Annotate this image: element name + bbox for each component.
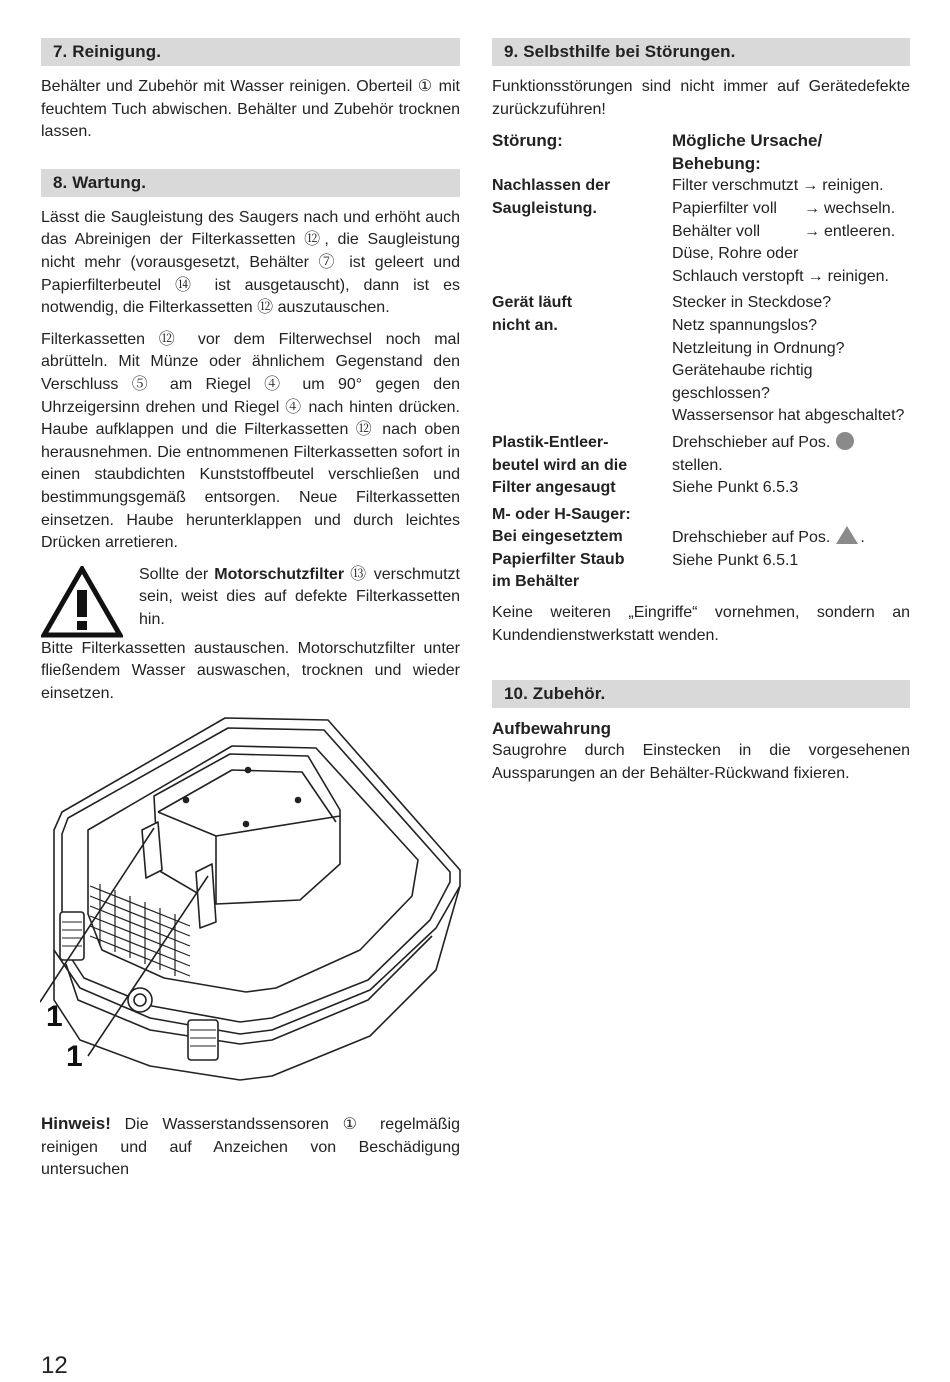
motorschutzfilter-term: Motorschutzfilter (214, 565, 345, 583)
section-10-text: Saugrohre durch Einstecken in die vorgesehenen Aussparungen an der Behälter-Rückwand fixieren. (492, 742, 910, 782)
table-row: M- oder H-Sauger: Bei eingesetztem Papierfilter Staub im Behälter Drehschieber auf Pos. . Siehe Punkt 6.5.1 (492, 500, 910, 594)
section-9-outro: Keine weiteren „Eingriffe“ vornehmen, sondern an Kundendienstwerkstatt wenden. (492, 604, 910, 644)
arrow-right-icon: → (804, 222, 820, 240)
arrow-right-icon: → (807, 267, 824, 285)
triangle-position-icon (836, 526, 858, 544)
row-label-saugleistung: Nachlassen der Saugleistung. (492, 177, 611, 217)
warning-text: Sollte der Motorschutzfilter ⑬ verschmutzt sein, weist dies auf defekte Filterkassetten hin. (139, 565, 460, 628)
table-row: Gerät läuft nicht an. Stecker in Steckdose? Netz spannungslos? Netzleitung in Ordnung? Gerätehaube richtig geschlossen? Wassersensor hat abgeschaltet? (492, 288, 910, 428)
section-7-text: Behälter und Zubehör mit Wasser reinigen. Oberteil ① mit feuchtem Tuch abwischen. Behälter und Zubehör trocknen lassen. (41, 78, 460, 141)
figure-label-1-lower: 1 (66, 1040, 83, 1073)
page-number: 12 (41, 1352, 68, 1379)
table-row: Nachlassen der Saugleistung. Filter verschmutzt → reinigen. Papierfilter voll → wechseln. Behälter voll → entleeren. Düse, Rohre oder Schlauch verstopft → reinigen. (492, 175, 910, 288)
right-column (492, 38, 910, 794)
circle-position-icon (836, 432, 854, 450)
column-header-stoerung: Störung: (492, 131, 563, 151)
arrow-right-icon: → (804, 199, 820, 217)
section-9-heading: 9. Selbsthilfe bei Störungen. (492, 38, 910, 66)
left-column (41, 38, 460, 714)
troubleshooting-table (492, 130, 910, 594)
section-8-paragraph-1: Lässt die Saugleistung des Saugers nach und erhöht auch das Abreinigen der Filterkassetten ⑫, die Saugleistung nicht mehr (vorausgesetzt, Behälter ⑦ ist geleert und Papierfilterbeutel ⑭ ist ausgetauscht), dann ist es notwendig, die Filterkassetten ⑫ auszutauschen. (41, 208, 460, 317)
section-8-heading: 8. Wartung. (41, 169, 460, 197)
row-label-m-h-sauger: M- oder H-Sauger: Bei eingesetztem Papierfilter Staub im Behälter (492, 505, 631, 591)
arrow-right-icon: → (802, 177, 819, 195)
section-7-heading: 7. Reinigung. (41, 38, 460, 66)
aufbewahrung-heading: Aufbewahrung (492, 719, 611, 739)
figure-label-1-upper: 1 (46, 1000, 63, 1033)
hinweis-note: Hinweis! Die Wasserstandssensoren ① regelmäßig reinigen und auf Anzeichen von Beschädigung untersuchen (41, 1114, 460, 1179)
section-8-paragraph-2: Filterkassetten ⑫ vor dem Filterwechsel noch mal abrütteln. Mit Münze oder ähnlichem Gegenstand den Verschluss ⑤ am Riegel ④ um 90° gegen den Uhrzeigersinn drehen und Riegel ④ nach hinten drücken. Haube aufklappen und die Filterkassetten ⑫ nach oben herausnehmen. Die entnommenen Filterkassetten sofort in einen staubdichten Kunststoffbeutel verschließen und bestimmungsgemäß entsorgen. Neue Filterkassetten einsetzen. Haube herunterklappen und durch leichtes Drücken arretieren. (41, 330, 460, 552)
row-label-plastik-entleerbeutel: Plastik-Entleer- beutel wird an die Filter angesaugt (492, 433, 628, 497)
warning-continuation: Bitte Filterkassetten austauschen. Motorschutzfilter unter fließendem Wasser auswaschen, trocknen und wieder einsetzen. (41, 639, 460, 702)
hinweis-label: Hinweis! (41, 1114, 111, 1133)
row-label-geraet-laeuft-nicht: Gerät läuft nicht an. (492, 294, 573, 334)
warning-triangle-icon (41, 566, 123, 638)
column-header-ursache: Mögliche Ursache/ Behebung: (672, 131, 823, 173)
warning-block (41, 564, 460, 654)
table-row: Plastik-Entleer- beutel wird an die Filter angesaugt Drehschieber auf Pos.stellen. Siehe Punkt 6.5.3 (492, 428, 910, 500)
section-10-heading: 10. Zubehör. (492, 680, 910, 708)
vacuum-container-illustration (40, 700, 470, 1090)
section-9-intro: Funktionsstörungen sind nicht immer auf Gerätedefekte zurückzuführen! (492, 78, 910, 118)
